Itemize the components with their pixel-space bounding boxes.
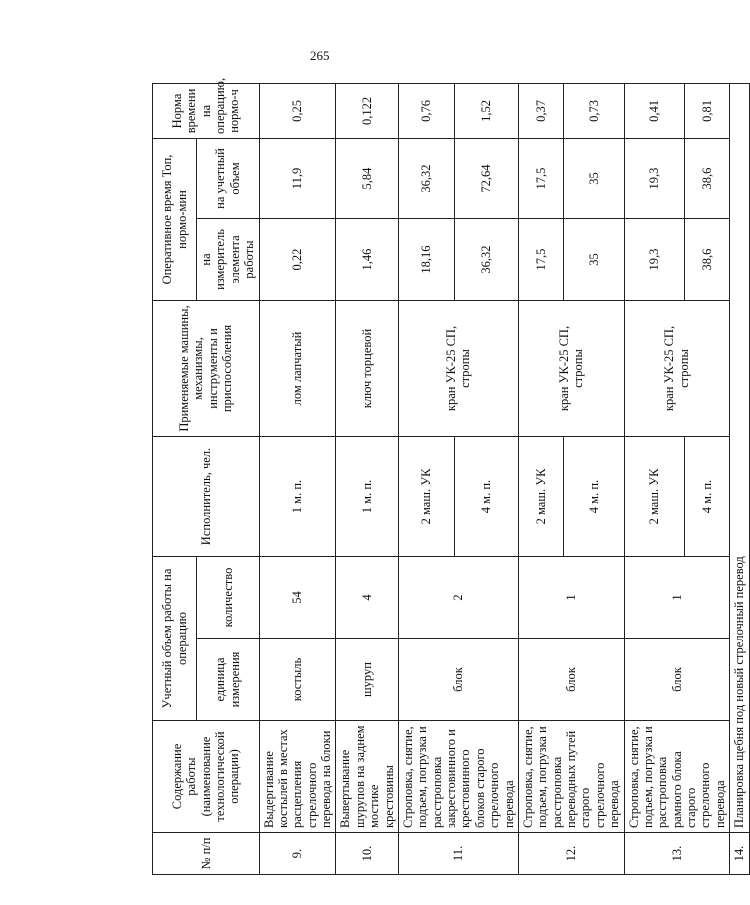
cell-content: Строповка, снятие, подъем, погрузка и расстроповка рамного блока старого стрелочного перевода (624, 721, 730, 833)
cell-per-meter: 18,16 (398, 219, 454, 301)
cell-executor: 4 м. п. (684, 437, 729, 557)
cell-content: Планировка щебня под новый стрелочный перевод (730, 83, 749, 832)
cell-per-volume: 19,3 (624, 138, 684, 218)
cell-unit: костыль (259, 639, 336, 721)
cell-norm: 0,73 (564, 83, 624, 138)
cell-unit: блок (398, 639, 518, 721)
rotated-table-wrapper (152, 77, 747, 875)
cell-num: 13. (624, 833, 730, 875)
header-per-volume: на учетный объем (197, 138, 260, 218)
cell-unit: шуруп (336, 639, 399, 721)
cell-machine: кран УК-25 СП, стропы (518, 301, 624, 437)
cell-norm: 0,81 (684, 83, 729, 138)
cell-qty: 4 (336, 557, 399, 639)
cell-executor: 1 м. п. (336, 437, 399, 557)
cell-per-volume: 36,32 (398, 138, 454, 218)
header-executor: Исполнитель, чел. (153, 437, 260, 557)
cell-num: 10. (336, 833, 399, 875)
cell-num: 9. (259, 833, 336, 875)
cell-executor: 4 м. п. (455, 437, 519, 557)
cell-machine: лом лапчатый (259, 301, 336, 437)
cell-norm: 0,37 (518, 83, 563, 138)
norms-table (152, 77, 750, 875)
cell-per-volume: 38,6 (684, 138, 729, 218)
cell-per-meter: 35 (564, 219, 624, 301)
header-num: № п/п (153, 833, 260, 875)
cell-unit: блок (518, 639, 624, 721)
cell-machine: кран УК-25 СП, стропы (624, 301, 730, 437)
cell-norm: 0,41 (624, 83, 684, 138)
cell-qty: 54 (259, 557, 336, 639)
cell-qty: 2 (398, 557, 518, 639)
cell-per-meter: 1,46 (336, 219, 399, 301)
cell-per-meter: 17,5 (518, 219, 563, 301)
cell-machine: кран УК-25 СП, стропы (398, 301, 518, 437)
table-row (398, 83, 454, 874)
cell-per-volume: 35 (564, 138, 624, 218)
cell-content: Строповка, снятие, подъем, погрузка и расстроповка переводных путей старого стрелочного перевода (518, 721, 624, 833)
table-row (259, 83, 336, 874)
cell-norm: 0,76 (398, 83, 454, 138)
cell-norm: 0,122 (336, 83, 399, 138)
table-row (730, 83, 749, 874)
cell-unit: блок (624, 639, 730, 721)
cell-num: 14. (730, 833, 749, 875)
cell-executor: 2 маш. УК (624, 437, 684, 557)
cell-executor: 4 м. п. (564, 437, 624, 557)
header-unit: единица измерения (197, 639, 260, 721)
table-row (624, 83, 684, 874)
cell-num: 11. (398, 833, 518, 875)
cell-norm: 0,25 (259, 83, 336, 138)
cell-per-volume: 11,9 (259, 138, 336, 218)
cell-content: Строповка, снятие, подъем, погрузка и расстроповка закрестовинного и крестовинного блоков старого стрелочного перевода (398, 721, 518, 833)
page-number: 265 (310, 48, 330, 63)
header-per-meter: на измеритель элемента работы (197, 219, 260, 301)
header-volume: Учетный объем работы на операцию (153, 557, 197, 721)
cell-per-meter: 19,3 (624, 219, 684, 301)
cell-machine: ключ торцевой (336, 301, 399, 437)
cell-content: Выдергивание костылей в местах расцепления стрелочного перевода на блоки (259, 721, 336, 833)
cell-per-meter: 38,6 (684, 219, 729, 301)
cell-qty: 1 (624, 557, 730, 639)
cell-executor: 1 м. п. (259, 437, 336, 557)
cell-executor: 2 маш. УК (398, 437, 454, 557)
cell-per-meter: 36,32 (455, 219, 519, 301)
header-machines: Применяемые машины, механизмы, инструменты и приспособления (153, 301, 260, 437)
cell-per-volume: 5,84 (336, 138, 399, 218)
cell-norm: 1,52 (455, 83, 519, 138)
cell-per-meter: 0,22 (259, 219, 336, 301)
cell-per-volume: 72,64 (455, 138, 519, 218)
header-optime: Оперативное время Топ, нормо-мин (153, 138, 197, 300)
table-row (518, 83, 563, 874)
cell-executor: 2 маш. УК (518, 437, 563, 557)
header-content: Содержание работы (наименование технологической операции) (153, 721, 260, 833)
table-row (336, 83, 399, 874)
cell-qty: 1 (518, 557, 624, 639)
cell-num: 12. (518, 833, 624, 875)
cell-content: Вывертывание шурупов на заднем мостике крестовины (336, 721, 399, 833)
header-qty: количество (197, 557, 260, 639)
cell-per-volume: 17,5 (518, 138, 563, 218)
header-norm: Норма времени на операцию, нормо-ч (153, 83, 260, 138)
